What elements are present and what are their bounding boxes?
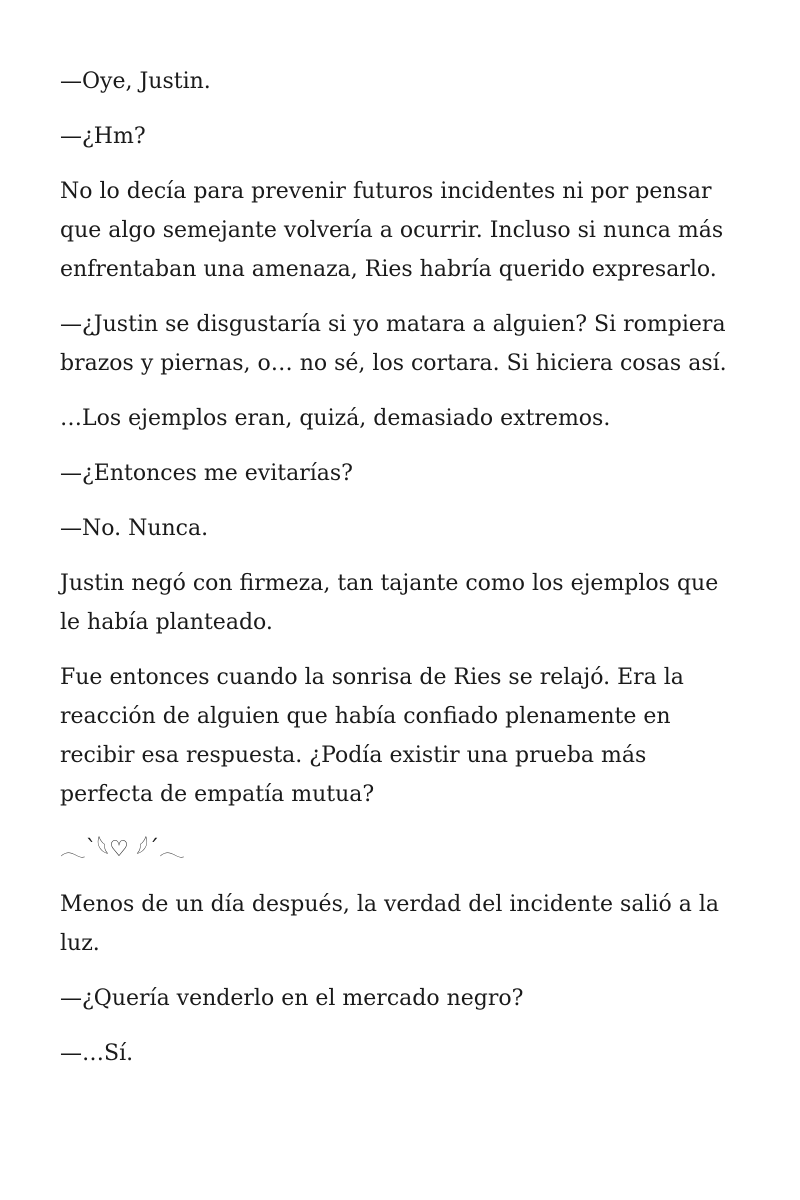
paragraph: —…Sí. [60, 1041, 134, 1066]
paragraph: No lo decía para prevenir futuros incidentes ni por pensar que algo semejante volvería a ocurrir. Incluso si nunca más enfrentaban una amenaza, Ries habría querido expresarlo. [60, 179, 724, 282]
paragraph: …Los ejemplos eran, quizá, demasiado extremos. [60, 406, 611, 431]
paragraph: —¿Hm? [60, 124, 146, 149]
paragraph: —Oye, Justin. [60, 69, 211, 94]
document-body [60, 62, 740, 1089]
scene-break-ornament: 𓂃`𓆩♡ 𓆪´𓂃 [60, 837, 185, 862]
paragraph: Menos de un día después, la verdad del incidente salió a la luz. [60, 892, 720, 956]
paragraph: Justin negó con firmeza, tan tajante como los ejemplos que le había planteado. [60, 571, 719, 635]
paragraph: Fue entonces cuando la sonrisa de Ries se relajó. Era la reacción de alguien que había confiado plenamente en recibir esa respuesta. ¿Podía existir una prueba más perfecta de empatía mutua? [60, 665, 684, 807]
paragraph: —¿Justin se disgustaría si yo matara a alguien? Si rompiera brazos y piernas, o… no sé, los cortara. Si hiciera cosas así. [60, 312, 727, 376]
paragraph: —¿Entonces me evitarías? [60, 461, 353, 486]
paragraph: —¿Quería venderlo en el mercado negro? [60, 986, 524, 1011]
paragraph: —No. Nunca. [60, 516, 209, 541]
